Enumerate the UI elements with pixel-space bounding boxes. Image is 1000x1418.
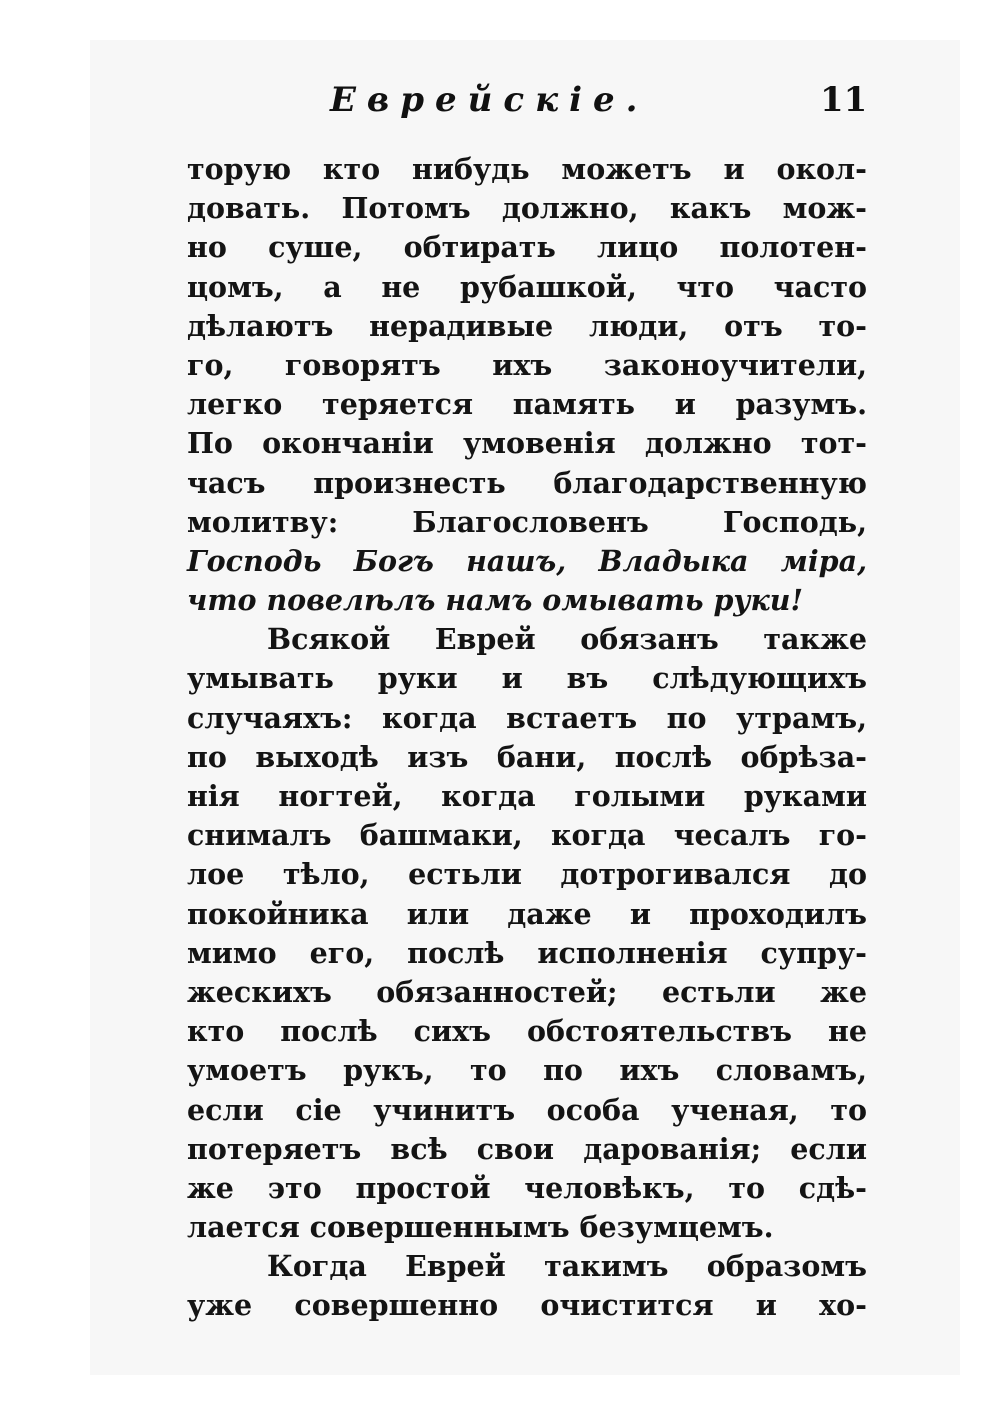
- text-line: довать. Потомъ должно, какъ мож-: [187, 191, 867, 226]
- text-line: умывать руки и въ слѣдующихъ: [187, 661, 867, 696]
- text-line-italic: Господь Богъ нашъ, Владыка міра,: [187, 543, 867, 578]
- text-line: По окончаніи умовенія должно тот-: [187, 426, 867, 461]
- text-line: часъ произнесть благодарственную: [187, 465, 867, 500]
- text-line: мимо его, послѣ исполненія супру-: [187, 935, 867, 970]
- text-line: снималъ башмаки, когда чесалъ го-: [187, 818, 867, 853]
- page-header: [0, 80, 1000, 130]
- text-line: го, говорятъ ихъ законоучители,: [187, 347, 867, 382]
- text-line: случаяхъ: когда встаетъ по утрамъ,: [187, 700, 867, 735]
- text-line: если сіе учинитъ особа ученая, то: [187, 1092, 867, 1127]
- text-line: лается совершеннымъ безумцемъ.: [187, 1210, 774, 1245]
- text-line: уже совершенно очистится и хо-: [187, 1288, 867, 1323]
- text-line: молитву: Благословенъ Господь,: [187, 504, 867, 539]
- text-line: же это простой человѣкъ, то сдѣ-: [187, 1170, 867, 1205]
- text-line: легко теряется память и разумъ.: [187, 387, 867, 422]
- running-title: Еврейскіе.: [330, 80, 649, 120]
- page-number: 11: [820, 80, 868, 120]
- text-line: потеряетъ всѣ свои дарованія; если: [187, 1131, 867, 1166]
- paragraph-start-line: Когда Еврей такимъ образомъ: [267, 1249, 867, 1284]
- text-line: но суше, обтирать лицо полотен-: [187, 230, 867, 265]
- body-text: [187, 150, 867, 1326]
- text-line: умоетъ рукъ, то по ихъ словамъ,: [187, 1053, 867, 1088]
- paragraph-start-line: Всякой Еврей обязанъ также: [267, 622, 867, 657]
- text-line: покойника или даже и проходилъ: [187, 896, 867, 931]
- text-line: цомъ, а не рубашкой, что часто: [187, 269, 867, 304]
- text-line: нія ногтей, когда голыми руками: [187, 779, 867, 813]
- text-line: кто послѣ сихъ обстоятельствъ не: [187, 1014, 867, 1049]
- text-line: лое тѣло, естьли дотрогивался до: [187, 857, 867, 892]
- text-line: дѣлаютъ нерадивые люди, отъ то-: [187, 308, 867, 343]
- text-line-italic: что повелѣлъ намъ омывать руки!: [187, 583, 803, 618]
- text-line: торую кто нибудь можетъ и окол-: [187, 152, 867, 186]
- text-line: по выходѣ изъ бани, послѣ обрѣза-: [187, 739, 867, 774]
- text-line: жескихъ обязанностей; естьли же: [187, 974, 867, 1009]
